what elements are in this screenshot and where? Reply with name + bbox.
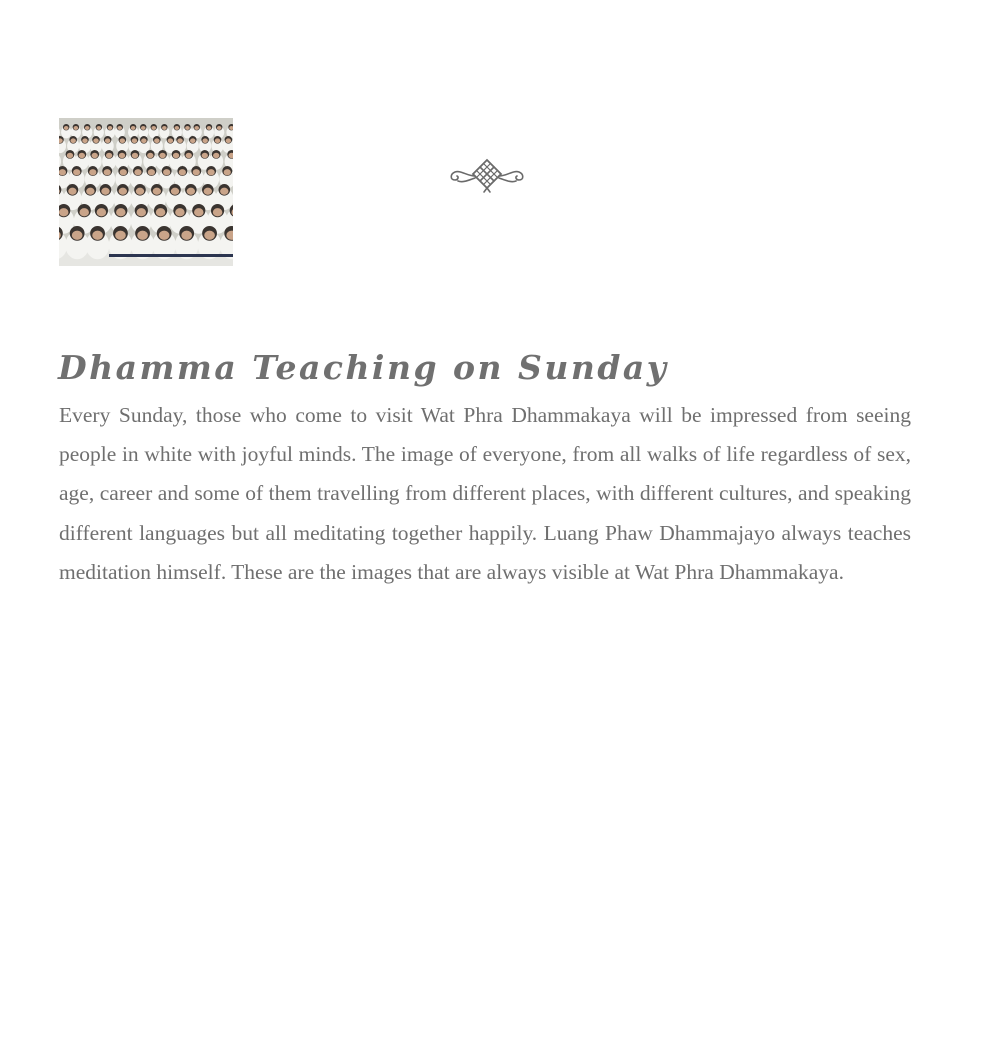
crowd-illustration <box>59 118 233 266</box>
article-body: Every Sunday, those who come to visit Wat Phra Dhammakaya will be impressed from seeing people in white with joyful minds. The image of everyone, from all walks of life regardless of sex, age, career and some of them travelling from different places, with different cultures, and speaking different languages but all meditating together happily. Luang Phaw Dhammajayo always teaches meditation himself. These are the images that are always visible at Wat Phra Dhammakaya. <box>59 403 911 584</box>
meditation-crowd-photo <box>59 118 233 266</box>
article-title: Dhamma Teaching on Sunday <box>58 348 669 387</box>
endless-knot-ornament-icon <box>447 156 527 196</box>
